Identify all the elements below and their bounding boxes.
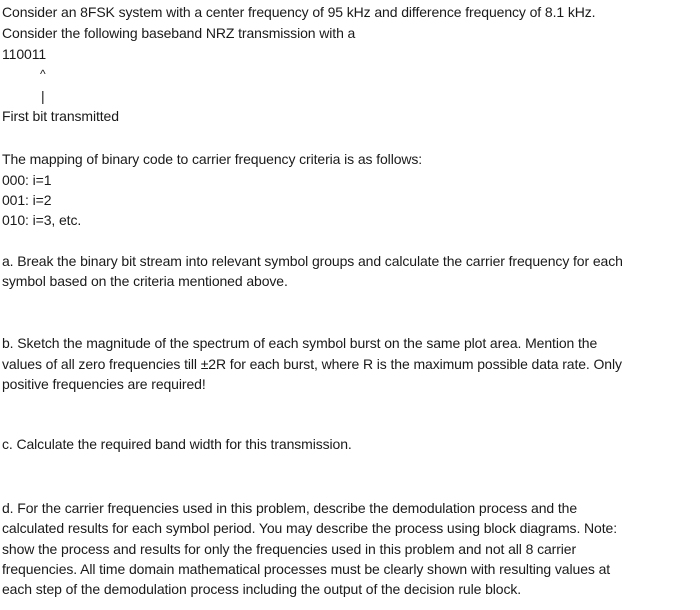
- question-a-line: a. Break the binary bit stream into relevant symbol groups and calculate the carrier frequency for each: [2, 253, 623, 269]
- mapping-row: 010: i=3, etc.: [2, 212, 82, 228]
- question-d-line: calculated results for each symbol period. You may describe the process using block diagrams. Note:: [2, 520, 617, 536]
- bitstream: 110011: [2, 46, 47, 62]
- question-b-line: b. Sketch the magnitude of the spectrum of each symbol burst on the same plot area. Mention the: [2, 335, 598, 351]
- question-d-line: frequencies. All time domain mathematical processes must be clearly shown with resulting values at: [2, 561, 611, 577]
- intro-line-2: Consider the following baseband NRZ transmission with a: [2, 25, 356, 41]
- question-d-line: d. For the carrier frequencies used in this problem, describe the demodulation process and the: [2, 500, 578, 516]
- caret-marker: ^: [40, 67, 46, 81]
- question-d-line: show the process and results for only the frequencies used in this problem and not all 8 carrier: [2, 541, 577, 557]
- question-b-line: positive frequencies are required!: [2, 376, 206, 392]
- mapping-heading: The mapping of binary code to carrier frequency criteria is as follows:: [2, 151, 423, 167]
- question-b-line: values of all zero frequencies till ±2R for each burst, where R is the maximum possible data rate. Only: [2, 356, 622, 372]
- mapping-row: 000: i=1: [2, 172, 52, 188]
- mapping-row: 001: i=2: [2, 192, 52, 208]
- intro-line-1: Consider an 8FSK system with a center frequency of 95 kHz and difference frequency of 8.1 kHz.: [2, 4, 596, 20]
- question-c-line: c. Calculate the required band width for this transmission.: [2, 436, 352, 452]
- question-d-line: each step of the demodulation process including the output of the decision rule block.: [2, 581, 522, 597]
- first-bit-label: First bit transmitted: [2, 108, 119, 124]
- question-a-line: symbol based on the criteria mentioned above.: [2, 273, 288, 289]
- arrow-bar: |: [41, 88, 45, 104]
